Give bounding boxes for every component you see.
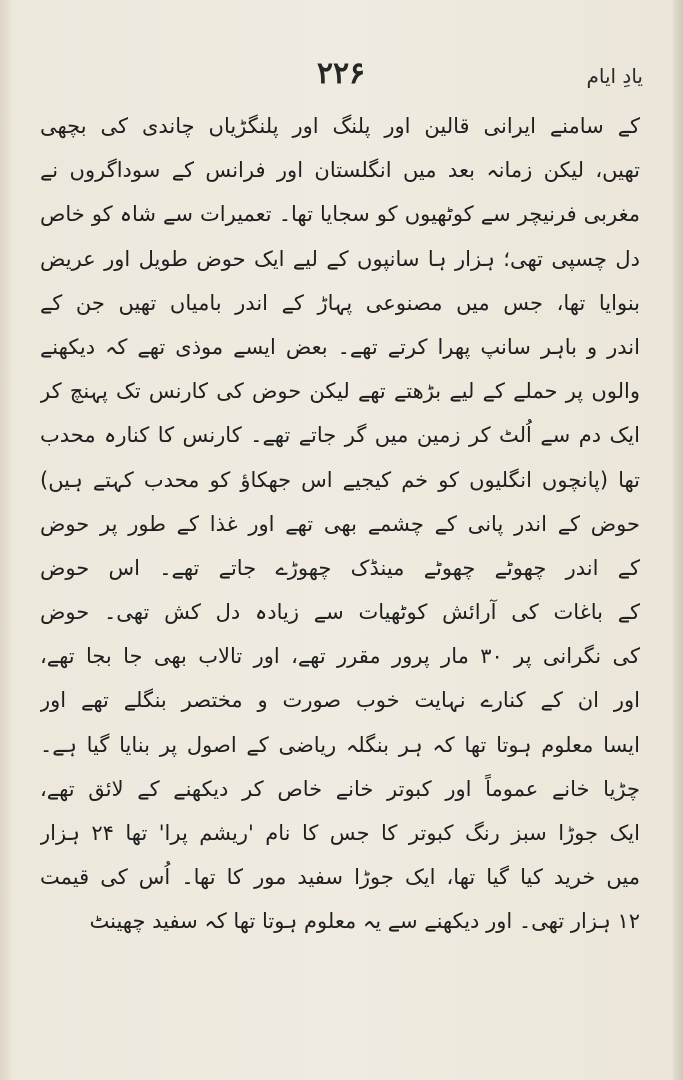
text-line-9: تھا (پانچوں انگلیوں کو خم کیجیے اس جھکاؤ کو محدب کہتے ہیں) — [40, 467, 640, 492]
text-line-11: کے اندر چھوٹے چھوٹے مینڈک چھوڑے جاتے تھے۔ اس حوض — [40, 555, 640, 580]
text-line-4: دل چسپی تھی؛ ہزار ہا سانپوں کے لیے ایک حوض طویل اور عریض — [40, 246, 640, 271]
text-line-15: ایسا معلوم ہوتا تھا کہ ہر بنگلہ ریاضی کے اصول پر بنایا گیا ہے۔ — [40, 732, 640, 757]
text-line-5: بنوایا تھا، جس میں مصنوعی پہاڑ کے اندر بامیاں تھیں جن کے — [40, 290, 640, 315]
text-line-17: ایک جوڑا سبز رنگ کبوتر کا جس کا نام 'ریشم پرا' تھا ۲۴ ہزار — [40, 821, 640, 845]
running-title: یادِ ایام — [586, 64, 643, 88]
text-line-14: اور ان کے کنارے نہایت خوب صورت و مختصر بنگلے تھے اور — [40, 688, 640, 713]
text-line-2: تھیں، لیکن زمانہ بعد میں انگلستان اور فرانس کے سوداگروں نے — [40, 158, 640, 183]
text-line-3: مغربی فرنیچر سے کوٹھیوں کو سجایا تھا۔ تعمیرات سے شاہ کو خاص — [40, 202, 640, 227]
text-line-7: والوں پر حملے کے لیے بڑھتے تھے لیکن حوض کی کارنس تک پہنچ کر — [40, 379, 640, 404]
text-line-18: میں خرید کیا گیا تھا، ایک جوڑا سفید مور کا تھا۔ اُس کی قیمت — [40, 865, 640, 890]
page-number: ۲۲۶ — [316, 56, 366, 91]
text-line-8: ایک دم سے اُلٹ کر زمین میں گر جاتے تھے۔ کارنس کا کنارہ محدب — [40, 423, 640, 448]
body-text — [40, 104, 640, 944]
text-line-10: حوض کے اندر پانی کے چشمے بھی تھے اور غذا کے طور پر حوض — [40, 511, 640, 536]
text-line-13: کی نگرانی پر ۳۰ مار پرور مقرر تھے، اور تالاب بھی جا بجا تھے، — [40, 644, 640, 669]
text-line-1: کے سامنے ایرانی قالین اور پلنگ اور پلنگڑیاں چاندی کی بچھی — [40, 114, 640, 138]
page-gutter — [673, 0, 683, 1080]
text-line-16: چڑیا خانے عموماً اور کبوتر خانے خاص کر دیکھنے کے لائق تھے، — [40, 776, 640, 801]
page-header — [0, 54, 683, 104]
text-line-6: اندر و باہر سانپ پھرا کرتے تھے۔ بعض ایسے موذی تھے کہ دیکھنے — [40, 334, 640, 359]
text-line-12: کے باغات کی آرائش کوٹھیات سے زیادہ دل کش تھی۔ حوض — [40, 600, 640, 625]
text-line-19: ۱۲ ہزار تھی۔ اور دیکھنے سے یہ معلوم ہوتا تھا کہ سفید چھینٹ — [89, 909, 640, 934]
